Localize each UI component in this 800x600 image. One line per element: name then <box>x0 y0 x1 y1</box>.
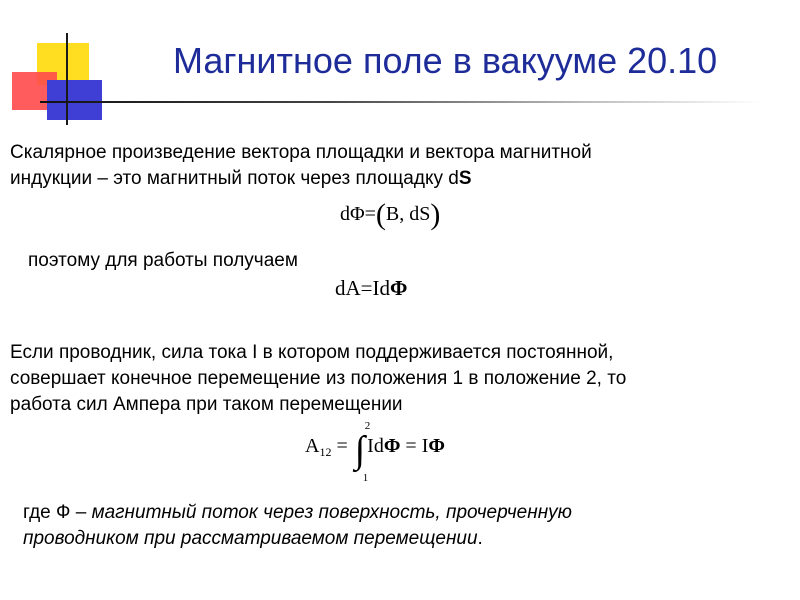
formula-part: = I <box>400 435 429 457</box>
formula-part: = <box>331 435 353 457</box>
slide-title: Магнитное поле в вакууме 20.10 <box>173 40 718 81</box>
formula-part: dΦ <box>340 203 365 225</box>
formula-flux <box>340 198 440 232</box>
integral-sign <box>354 420 371 484</box>
text-line: совершает конечное перемещение из положения 1 в положение 2, то <box>10 368 627 389</box>
paragraph-flux-note <box>23 500 572 552</box>
formula-part: Φ <box>390 276 408 300</box>
formula-paren: ) <box>430 198 441 231</box>
decor-vertical-line <box>66 33 68 125</box>
paragraph-flux-definition <box>10 140 592 192</box>
text-span: индукции – это магнитный поток через площадку d <box>10 168 459 189</box>
text-line: Если проводник, сила тока I в котором поддерживается постоянной, <box>10 342 614 363</box>
formula-paren: ( <box>375 198 386 231</box>
formula-subscript: 12 <box>319 445 332 459</box>
decor-blue-square <box>47 80 102 120</box>
text-span-italic: проводником при рассматриваемом перемещении <box>23 528 478 549</box>
text-line: Скалярное произведение вектора площадки и вектора магнитной <box>10 142 592 163</box>
formula-part: B <box>385 203 400 225</box>
integral-upper-limit: 2 <box>364 420 371 432</box>
formula-part: Φ <box>383 435 401 457</box>
formula-part: , dS <box>399 203 431 225</box>
text-span: где Ф – <box>23 502 92 523</box>
paragraph-conductor <box>10 340 626 418</box>
formula-ampere-work <box>305 420 445 488</box>
text-line <box>23 526 572 552</box>
integral-lower-limit: 1 <box>362 472 369 484</box>
integral-glyph: ∫ <box>354 429 366 471</box>
formula-work <box>335 276 407 301</box>
formula-part: Φ <box>428 435 445 457</box>
formula-part: Id <box>367 435 384 457</box>
text-span: . <box>477 528 483 549</box>
text-line: работа сил Ампера при таком перемещении <box>10 394 403 415</box>
text-line <box>10 166 592 192</box>
text-span-italic: магнитный поток через поверхность, прочерченную <box>91 502 572 523</box>
text-span-bold: S <box>458 168 472 189</box>
formula-part: dA=Id <box>335 276 391 300</box>
formula-part: = <box>364 203 376 225</box>
formula-part: A <box>305 435 320 457</box>
text-line <box>23 500 572 526</box>
title-underline <box>40 101 760 103</box>
paragraph-work: поэтому для работы получаем <box>28 250 298 271</box>
